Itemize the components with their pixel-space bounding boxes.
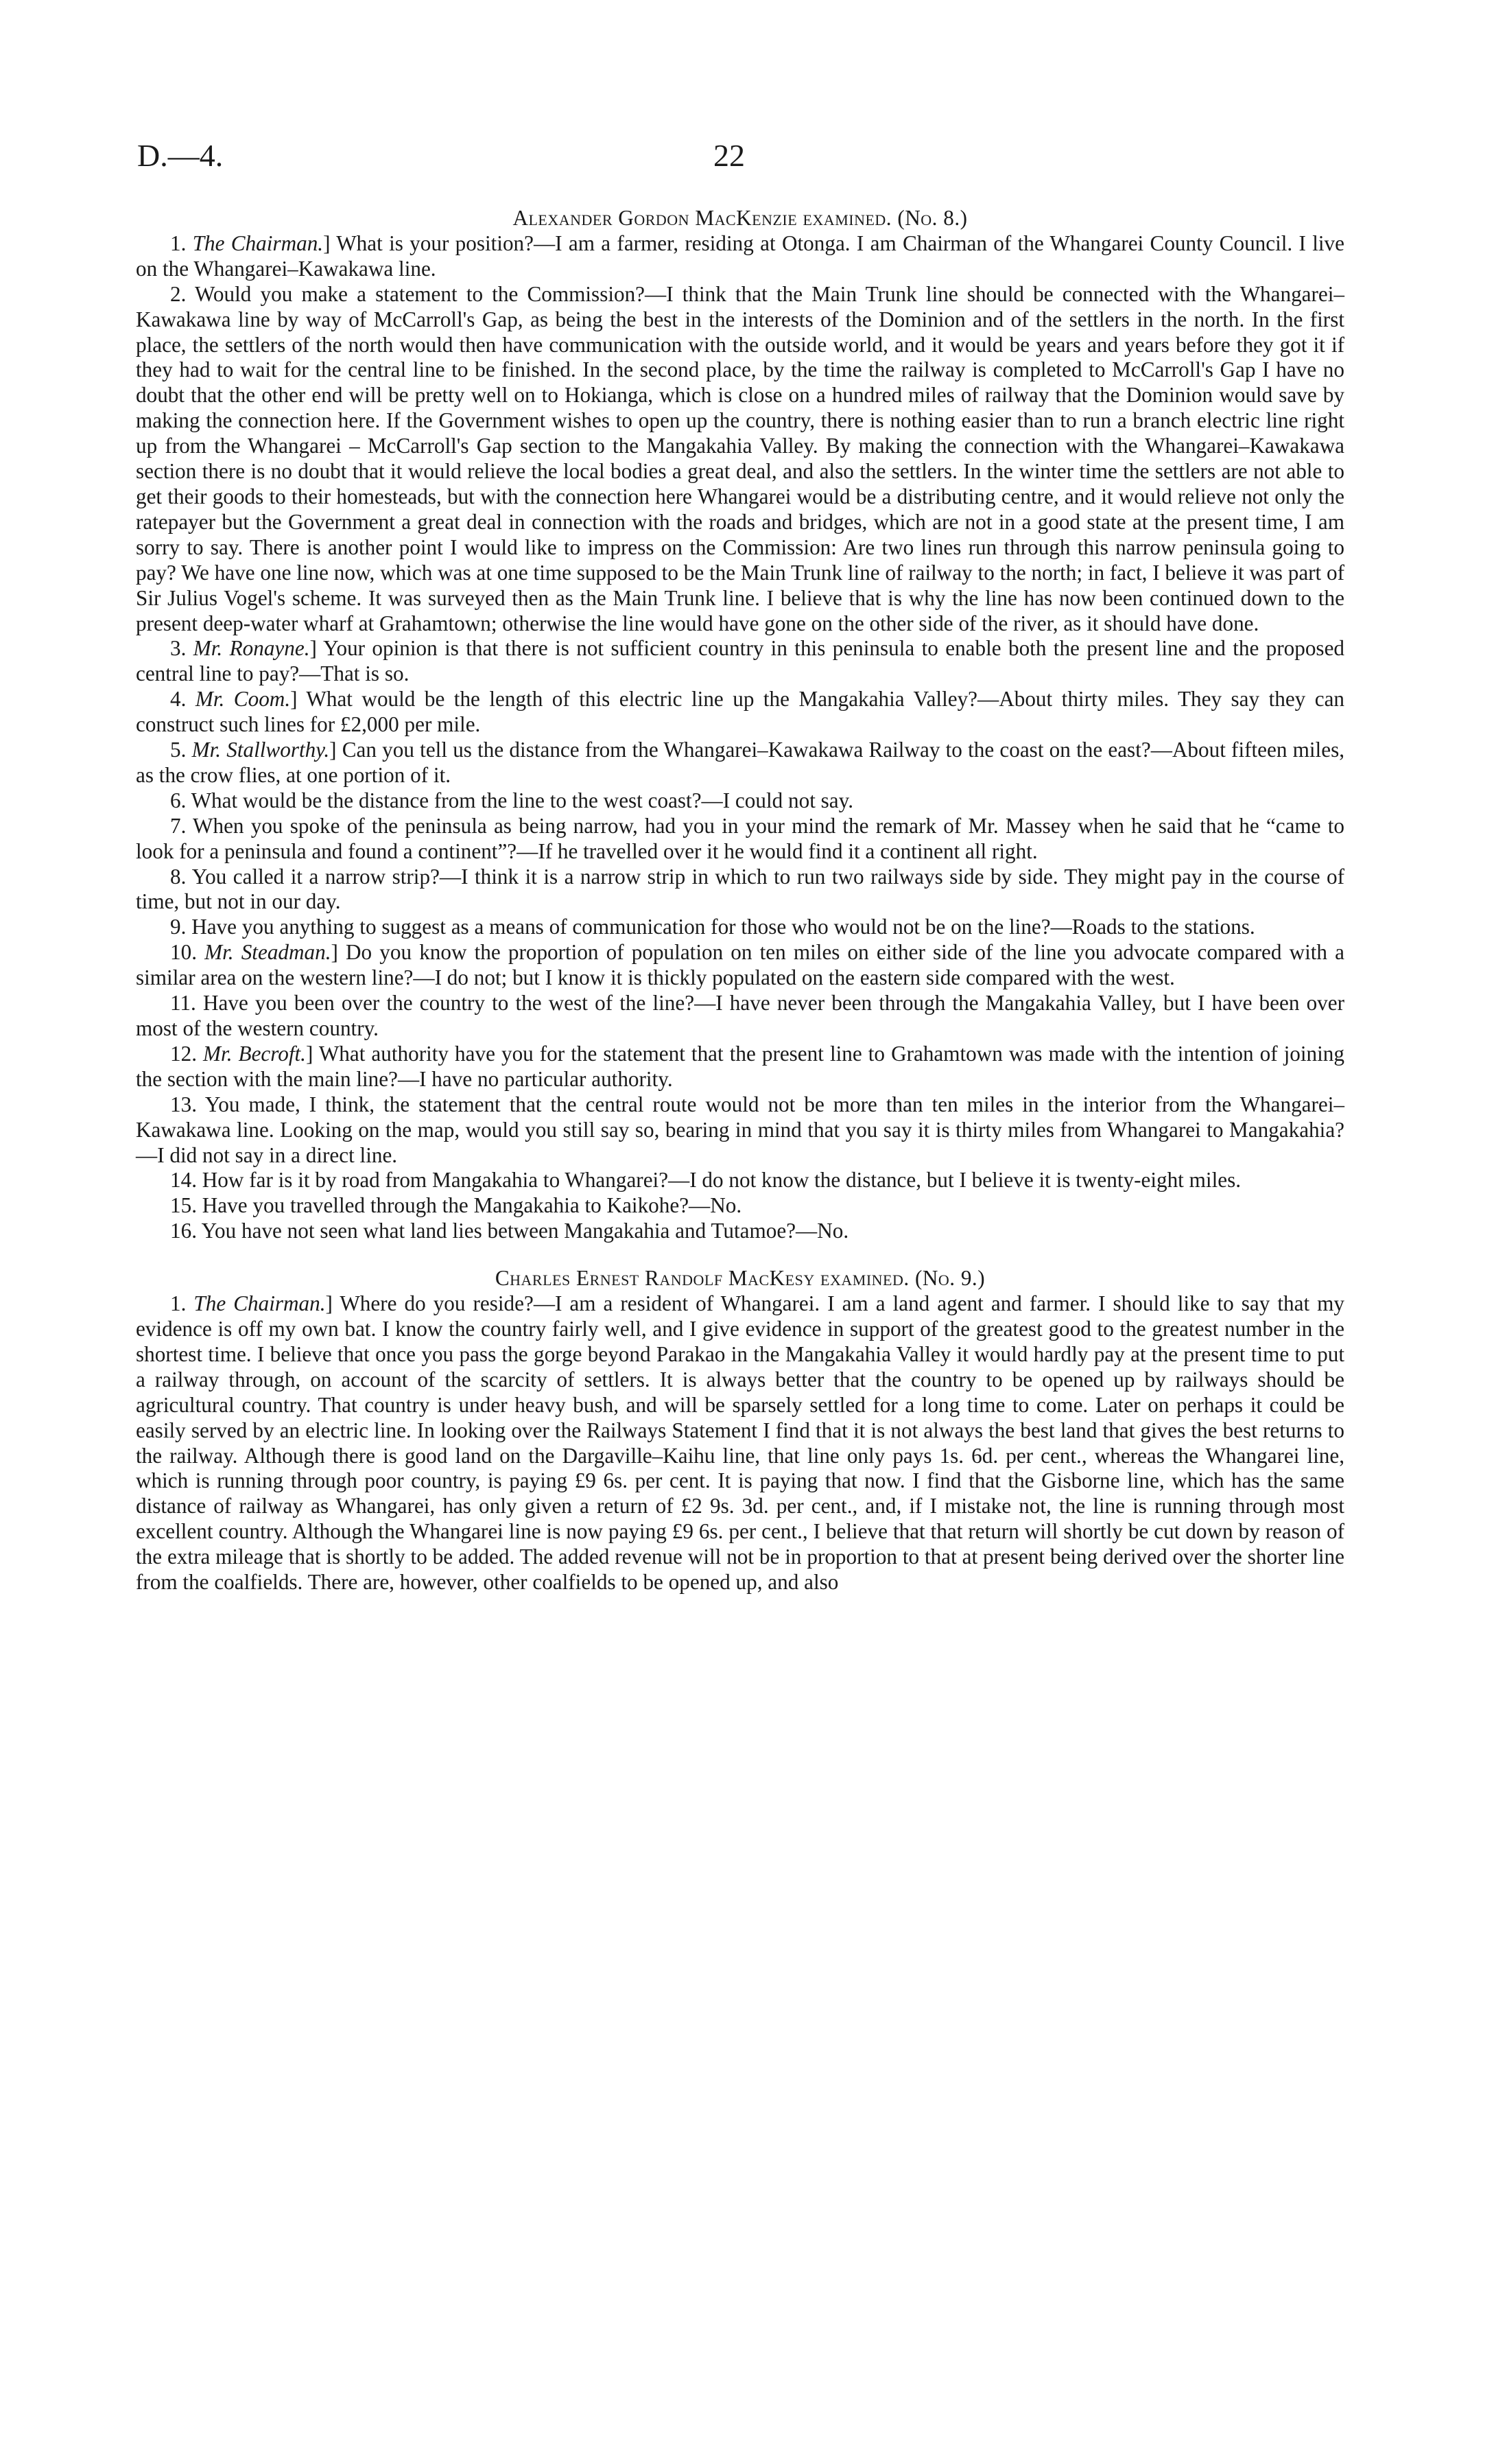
question-number: 14. (170, 1168, 197, 1193)
question-text: Have you travelled through the Mangakahia to Kaikohe?—No. (202, 1193, 742, 1218)
speaker-name: Mr. Becroft. (203, 1041, 306, 1066)
question-paragraph (136, 865, 1344, 915)
question-number: 15. (170, 1193, 197, 1218)
witness-heading: Charles Ernest Randolf MacKesy examined. (No. 9.) (495, 1266, 986, 1291)
question-number: 4. (170, 687, 187, 712)
question-number: 10. (170, 940, 197, 965)
question-text: Would you make a statement to the Commission?—I think that the Main Trunk line should be connected with the Whangarei–Kawakawa line by way of McCarroll's Gap, as being the best in the interests of the Dominion and of the settlers in the north. In the first place, the settlers of the north would then have communication with the outside world, and it would be years and years before they got it if they had to wait for the central line to be finished. In the second place, by the time the railway is completed to McCarroll's Gap I have no doubt that the other end will be pretty well on to Hokianga, which is close on a hundred miles of railway that the Dominion would save by making the connection here. If the Government wishes to open up the country, there is nothing easier than to run a branch electric line right up from the Whangarei – McCarroll's Gap section to the Mangakahia Valley. By making the connection with the Whangarei–Kawakawa section there is no doubt that it would relieve the local bodies a great deal, and also the settlers. In the winter time the settlers are not able to get their goods to their homesteads, but with the connection here Whangarei would be a distributing centre, and it would relieve not only the ratepayer but the Government a great deal in connection with the roads and bridges, which are not in a good state at the present time, I am sorry to say. There is another point I would like to impress on the Commission: Are two lines run through this narrow peninsula going to pay? We have one line now, which was at one time supposed to be the Main Trunk line of railway to the north; in fact, I believe it was part of Sir Julius Vogel's scheme. It was surveyed then as the Main Trunk line. I believe that is why the line has now been continued down to the present deep-water wharf at Grahamtown; otherwise the line would have gone on the other side of the river, as it should have done. (136, 281, 1344, 635)
question-text: You called it a narrow strip?—I think it is a narrow strip in which to run two railways side by side. They might pay in the course of time, but not in our day. (136, 864, 1345, 914)
question-number: 1. (170, 231, 187, 255)
question-paragraph (136, 1193, 1344, 1219)
question-paragraph (136, 231, 1344, 282)
speaker-name: Mr. Ronayne. (193, 636, 310, 661)
question-paragraph (136, 814, 1344, 865)
page-header (137, 137, 1344, 192)
question-text: You made, I think, the statement that the central route would not be more than ten miles in the interior from the Whangarei–Kawakawa line. Looking on the map, would you still say so, bearing in mind that you say it is thirty miles from Whangarei to Mangakahia?—I did not say in a direct line. (136, 1092, 1344, 1167)
question-text: ] What would be the length of this electric line up the Mangakahia Valley?—About thirty miles. They say they can construct such lines for £2,000 per mile. (136, 687, 1345, 737)
question-number: 2. (170, 281, 187, 306)
question-number: 16. (170, 1219, 197, 1243)
question-paragraph (136, 738, 1344, 788)
question-paragraph (136, 1219, 1344, 1244)
question-text: ] What is your position?—I am a farmer, residing at Otonga. I am Chairman of the Whangarei County Council. I live on the Whangarei–Kawakawa line. (136, 231, 1344, 281)
question-paragraph (136, 282, 1344, 637)
question-paragraph (136, 1092, 1344, 1169)
page-number: 22 (713, 138, 745, 173)
question-paragraph (136, 1291, 1344, 1595)
question-text: When you spoke of the peninsula as being narrow, had you in your mind the remark of Mr. Massey when he said that he “came to look for a peninsula and found a continent”?—If he travelled over it he would find it a continent all right. (136, 813, 1344, 863)
question-number: 12. (170, 1041, 197, 1066)
witness-heading: Alexander Gordon MacKenzie examined. (No. 8.) (512, 206, 968, 230)
question-number: 3. (170, 636, 187, 661)
question-text: ] Do you know the proportion of population on ten miles on either side of the line you advocate compared with a similar area on the western line?—I do not; but I know it is thickly populated on the eastern side compared with the west. (136, 940, 1344, 990)
question-number: 9. (170, 915, 187, 939)
question-number: 11. (170, 991, 196, 1016)
question-number: 6. (170, 788, 187, 812)
question-paragraph (136, 940, 1344, 991)
question-number: 7. (170, 813, 187, 838)
question-text: Have you been over the country to the west of the line?—I have never been through the Mangakahia Valley, but I have been over most of the western country. (136, 991, 1345, 1040)
speaker-name: The Chairman. (193, 1291, 326, 1316)
question-number: 5. (170, 738, 187, 762)
question-text: How far is it by road from Mangakahia to Whangarei?—I do not know the distance, but I believe it is twenty-eight miles. (202, 1168, 1242, 1193)
speaker-name: Mr. Coom. (195, 687, 291, 712)
question-number: 1. (170, 1291, 187, 1316)
question-paragraph (136, 1042, 1344, 1092)
question-text: What would be the distance from the line to the west coast?—I could not say. (191, 788, 854, 812)
question-paragraph (136, 991, 1344, 1042)
question-number: 13. (170, 1092, 197, 1116)
question-text: ] Your opinion is that there is not sufficient country in this peninsula to enable both the present line and the proposed central line to pay?—That is so. (136, 636, 1344, 686)
question-paragraph (136, 915, 1344, 940)
speaker-name: Mr. Stallworthy. (191, 738, 330, 762)
question-paragraph (136, 687, 1344, 738)
question-text: You have not seen what land lies between Mangakahia and Tutamoe?—No. (201, 1219, 849, 1243)
question-text: ] What authority have you for the statement that the present line to Grahamtown was made with the intention of joining the section with the main line?—I have no particular authority. (136, 1041, 1344, 1091)
document-reference: D.—4. (137, 138, 224, 173)
question-number: 8. (170, 864, 187, 889)
question-text: ] Where do you reside?—I am a resident of Whangarei. I am a land agent and farmer. I should like to say that my evidence is off my own bat. I know the country fairly well, and I give evidence in support of the greatest good to the greatest number in the shortest time. I believe that once you pass the gorge beyond Parakao in the Mangakahia Valley it would hardly pay at the present time to put a railway through, on account of the scarcity of settlers. It is always better that the country to be opened up by railways should be agricultural country. That country is under heavy bush, and will be sparsely settled for a long time to come. Later on perhaps it could be easily served by an electric line. In looking over the Railways Statement I find that it is not always the best land that gives the best returns to the railway. Although there is good land on the Dargaville–Kaihu line, that line only pays 1s. 6d. per cent., whereas the Whangarei line, which is running through poor country, is paying £9 6s. per cent. It is paying that now. I find that the Gisborne line, which has the same distance of railway as Whangarei, has only given a return of £2 9s. 3d. per cent., and, if I mistake not, the line is running through most excellent country. Although the Whangarei line is now paying £9 6s. per cent., I believe that that return will shortly be cut down by reason of the extra mileage that is shortly to be added. The added revenue will not be in proportion to that at present being derived over the shorter line from the coalfields. There are, however, other coalfields to be opened up, and also (136, 1291, 1345, 1595)
question-paragraph (136, 788, 1344, 814)
speaker-name: Mr. Steadman. (204, 940, 331, 965)
section-gap (136, 1244, 1344, 1266)
body-text (136, 206, 1344, 1595)
question-text: Have you anything to suggest as a means of communication for those who would not be on the line?—Roads to the stations. (191, 915, 1255, 939)
question-text: ] Can you tell us the distance from the Whangarei–Kawakawa Railway to the coast on the east?—About fifteen miles, as the crow flies, at one portion of it. (136, 738, 1345, 787)
question-paragraph (136, 1168, 1344, 1193)
question-paragraph (136, 636, 1344, 687)
speaker-name: The Chairman. (192, 231, 324, 255)
